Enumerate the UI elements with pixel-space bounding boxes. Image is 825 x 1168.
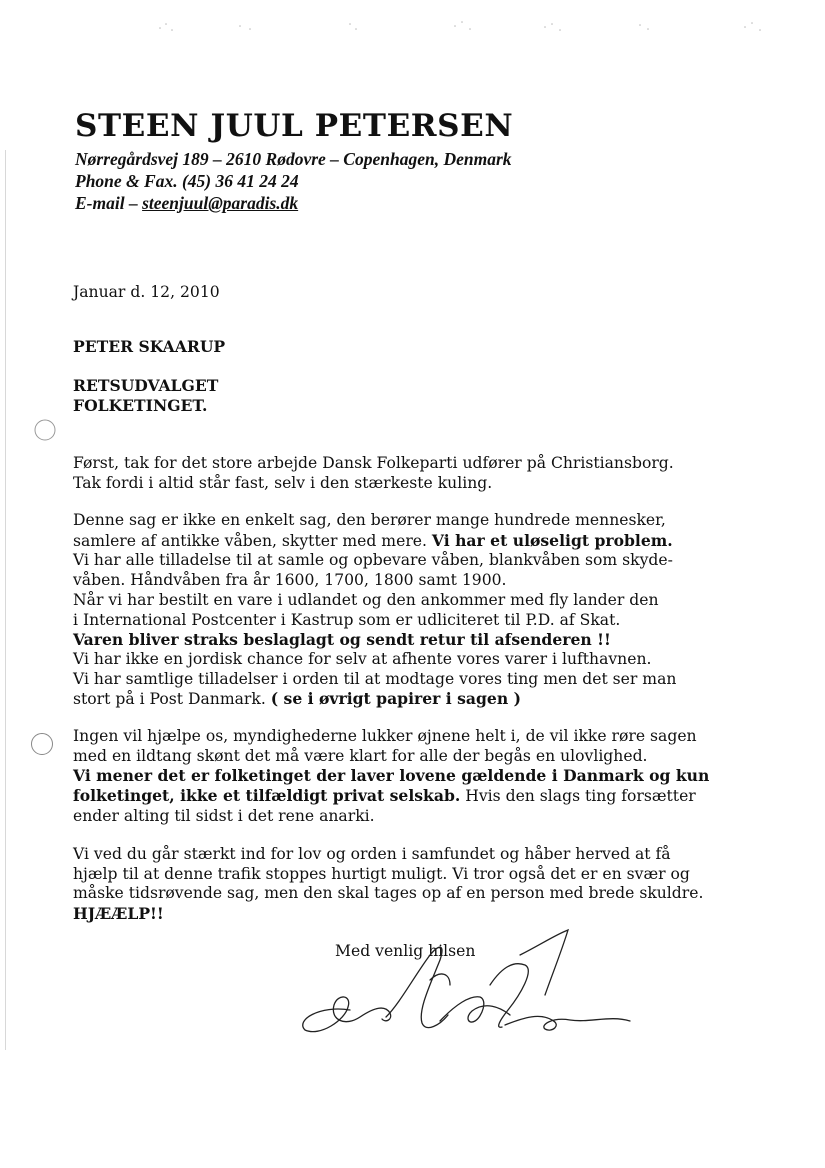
text-line: i International Postcenter i Kastrup som er udliciteret til P.D. af Skat. [73,610,621,629]
text-span: stort på i Post Danmark. [73,690,271,709]
paragraph-authorities [73,727,723,827]
text-line [73,786,723,807]
sender-phone: Phone & Fax. (45) 36 41 24 24 [75,171,299,191]
text-line: Vi har alle tilladelse til at samle og opbevare våben, blankvåben som skyde- [73,551,673,570]
text-line: Når vi har bestilt en vare i udlandet og den ankommer med fly lander den [73,590,659,609]
recipient-address [73,376,723,415]
text-line: Vi ved du går stærkt ind for lov og orden i samfundet og håber herved at få [73,845,671,863]
scan-edge-line [5,150,6,1050]
emphasis-line: HJÆÆLP!! [73,904,164,924]
handwritten-signature [290,925,650,1050]
text-line: Vi har samtlige tilladelser i orden til at modtage vores ting men det ser man [73,669,677,688]
text-line [73,531,723,552]
scan-noise-marks [0,0,825,60]
text-line: ender alting til sidst i det rene anarki. [73,806,375,825]
paragraph-thanks [73,454,723,493]
letterhead [75,104,635,214]
sender-address: Nørregårdsvej 189 – 2610 Rødovre – Copenhagen, Denmark [75,149,512,169]
email-label: E-mail – [75,193,143,213]
emphasis-text: Vi har et uløseligt problem. [431,530,673,550]
paragraph-appeal [73,845,723,924]
punch-hole-icon [29,731,55,762]
text-line: våben. Håndvåben fra år 1600, 1700, 1800 samt 1900. [73,571,507,590]
text-span: Hvis den slags ting forsætter [460,787,696,806]
paragraph-problem [73,511,723,710]
recipient-name: PETER SKAARUP [73,337,226,356]
emphasis-text: ( se i øvrigt papirer i sagen ) [270,689,521,709]
text-span: samlere af antikke våben, skytter med mere. [73,531,432,550]
emphasis-line: Varen bliver straks beslaglagt og sendt retur til afsenderen !! [73,630,611,650]
text-line: Denne sag er ikke en enkelt sag, den berører mange hundrede mennesker, [73,511,666,529]
text-line: Ingen vil hjælpe os, myndighederne lukker øjnene helt i, de vil ikke røre sagen [73,727,697,745]
sender-email-line [75,192,635,214]
punch-hole-icon [33,417,57,448]
recipient-line-1: RETSUDVALGET [73,376,219,395]
emphasis-text: folketinget, ikke et tilfældigt privat selskab. [73,786,461,806]
text-line: hjælp til at denne trafik stoppes hurtigt muligt. Vi tror også det er en svær og [73,864,690,883]
closing-greeting: Med venlig hilsen [335,942,476,960]
text-line: med en ildtang skønt det må være klart for alle der begås en ulovlighed. [73,746,648,765]
text-line [73,689,723,710]
text-line: måske tidsrøvende sag, men den skal tages op af en person med brede skuldre. [73,884,704,903]
letter-date: Januar d. 12, 2010 [73,283,220,301]
sender-name: STEEN JUUL PETERSEN [75,108,514,144]
text-line: Først, tak for det store arbejde Dansk Folkeparti udfører på Christiansborg. [73,454,674,472]
emphasis-line: Vi mener det er folketinget der laver lovene gældende i Danmark og kun [73,766,710,786]
recipient-line-2: FOLKETINGET. [73,395,208,415]
email-link[interactable]: steenjuul@paradis.dk [142,193,299,213]
text-line: Vi har ikke en jordisk chance for selv at afhente vores varer i lufthavnen. [73,649,652,668]
text-line: Tak fordi i altid står fast, selv i den stærkeste kuling. [73,473,493,492]
